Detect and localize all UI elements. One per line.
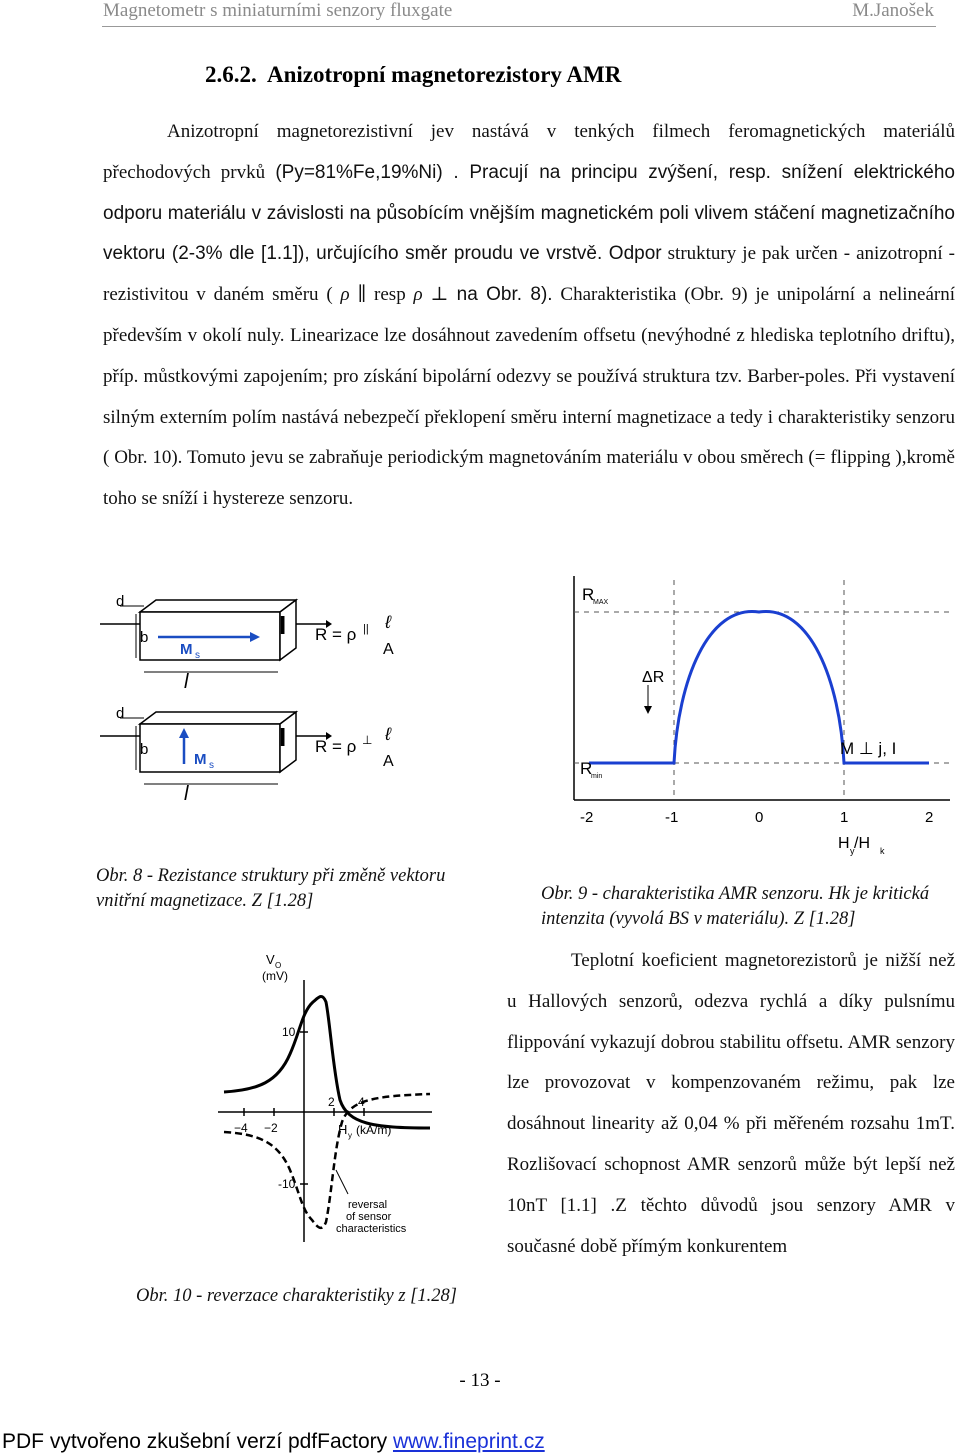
hy-sub: y bbox=[348, 1131, 352, 1140]
section-number: 2.6.2. bbox=[205, 62, 257, 87]
formula-2-sup: ⊥ bbox=[362, 733, 373, 747]
rho-symbol-2: ρ bbox=[413, 284, 423, 306]
footer-text: PDF vytvořeno zkušební verzí pdfFactory bbox=[2, 1430, 393, 1453]
figure-8-caption: Obr. 8 - Rezistance struktury při změně vektoru vnitřní magnetizace. Z [1.28] bbox=[96, 866, 446, 911]
x-tick-label: 0 bbox=[755, 809, 764, 826]
x-tick-label: 1 bbox=[840, 809, 849, 826]
parallel-symbol: ∥ bbox=[357, 284, 367, 306]
x-label: H bbox=[838, 835, 850, 852]
label-ms-1: M bbox=[180, 641, 193, 658]
para-part-3: struktury je pak určen - anizotropní - rezistivitou v daném směru ( bbox=[103, 243, 955, 306]
rho-symbol: ρ bbox=[340, 284, 350, 306]
figure-8-formulas bbox=[275, 604, 425, 794]
label-ms-2: M bbox=[194, 751, 207, 768]
vo-sub: O bbox=[275, 961, 282, 970]
formula-1-sup: || bbox=[363, 623, 369, 635]
reversal-line-1: reversal bbox=[348, 1199, 388, 1211]
delta-r-label: ΔR bbox=[642, 669, 665, 686]
para-part-6: Charakteristika (Obr. 9) je unipolární a nelineární především v okolí nuly. Linearizace lze dosáhnout zavedením offsetu (nevýhodné z hlediska teplotního driftu), příp. můstkovými zapojením; pro získání bipolární odezvy se používá struktura tzv. Barber-poles. Při vystavení silným externím polím nastává nebezpečí překlopení směru interní magnetizace a tedy i charakteristiky senzoru ( Obr. 10). Tomuto jevu se zabraňuje periodickým magnetováním materiálu v obou směrech (= flipping ),kromě toho se sníží i hystereze senzoru. bbox=[103, 284, 956, 510]
label-l-2: l bbox=[184, 783, 189, 804]
section-title: Anizotropní magnetorezistory AMR bbox=[266, 62, 622, 87]
formula-2: R = ρ bbox=[315, 737, 357, 756]
section-heading bbox=[205, 62, 621, 88]
fig10-solid-curve bbox=[224, 997, 430, 1128]
current-label-1: I bbox=[279, 610, 287, 640]
x-tick-label: -2 bbox=[580, 809, 594, 826]
figure-10-chart bbox=[208, 942, 448, 1272]
hy-label: H bbox=[338, 1122, 348, 1137]
rmin-label: R bbox=[580, 759, 593, 778]
formula-1-num: ℓ bbox=[385, 612, 391, 632]
right-paragraph bbox=[507, 941, 955, 1267]
footer-link[interactable]: www.fineprint.cz bbox=[392, 1430, 545, 1453]
vo-label: V bbox=[266, 952, 275, 967]
para-part-2: (Py=81%Fe,19%Ni) . Pracují na principu zvýšení, resp. snížení elektrického odporu materiálu v závislosti na působícím vnějším magnetickém poli vlivem stáčení magnetizačního vektoru (2-3% dle [1.1]), určujícího směr proudu ve vrstvě. Odpor bbox=[103, 161, 955, 265]
x-tick-label: 2 bbox=[925, 809, 934, 826]
fig10-dashed-curve bbox=[224, 1094, 430, 1228]
formula-2-num: ℓ bbox=[385, 724, 391, 744]
label-l-1: l bbox=[184, 671, 189, 693]
header-author: M.Janošek bbox=[852, 0, 934, 21]
x-label-sub-y: y bbox=[850, 846, 855, 856]
perp-symbol: ⊥ bbox=[422, 284, 449, 306]
x-tick-2: 2 bbox=[328, 1095, 335, 1109]
rmax-label: R bbox=[582, 585, 595, 604]
y-tick-neg10: -10 bbox=[278, 1177, 296, 1191]
para-part-1: Anizotropní magnetorezistivní jev nastává v tenkých filmech feromagnetických materiálů přechodových prvků bbox=[103, 121, 955, 183]
x-tick-neg4: −4 bbox=[234, 1121, 248, 1135]
reversal-line-2: of sensor bbox=[346, 1211, 392, 1223]
figure-9-caption: Obr. 9 - charakteristika AMR senzoru. Hk je kritická intenzita (vyvolá BS v materiálu). Z [1.28] bbox=[541, 884, 930, 929]
x-tick-neg2: −2 bbox=[264, 1121, 278, 1135]
y-tick-10: 10 bbox=[282, 1025, 296, 1039]
para-part-4: resp bbox=[366, 284, 414, 306]
label-b-1: b bbox=[140, 629, 149, 646]
x-tick-label: -1 bbox=[665, 809, 679, 826]
rmax-sub: MAX bbox=[593, 599, 609, 606]
rmin-sub: min bbox=[591, 773, 603, 780]
x-label-sub-k: k bbox=[880, 846, 885, 856]
x-label-mid: /H bbox=[854, 835, 870, 852]
current-label-2: I bbox=[279, 722, 287, 752]
x-tick-4: 4 bbox=[358, 1095, 365, 1109]
footer bbox=[2, 1430, 545, 1454]
label-b-2: b bbox=[140, 741, 149, 758]
label-ms-sub-2: s bbox=[209, 760, 214, 771]
label-d-1: d bbox=[116, 593, 125, 610]
main-paragraph bbox=[103, 112, 955, 520]
hy-unit: (kA/m) bbox=[356, 1123, 392, 1137]
para-part-5: na Obr. 8). bbox=[448, 284, 553, 306]
formula-1: R = ρ bbox=[315, 625, 357, 644]
right-paragraph-text: Teplotní koeficient magnetorezistorů je nižší než u Hallových senzorů, odezva rychlá a díky pulsnímu flippování vykazují dobrou stabilitu offsetu. AMR senzory lze provozovat v kompenzovaném režimu, pak lze dosáhnout linearity až 0,04 % při měřeném rozsahu 1mT. Rozlišovací schopnost AMR senzorů může být lepší než 10nT [1.1] .Z těchto důvodů jsou senzory AMR v současné době přímým konkurentem bbox=[507, 950, 955, 1257]
figure-9-chart bbox=[540, 570, 958, 870]
page-number: - 13 - bbox=[459, 1370, 501, 1391]
label-ms-sub-1: s bbox=[195, 650, 200, 661]
reversal-line-3: characteristics bbox=[336, 1223, 407, 1235]
header-title: Magnetometr s miniaturními senzory fluxgate bbox=[103, 0, 453, 21]
formula-2-den: A bbox=[383, 753, 394, 770]
figure-10-caption: Obr. 10 - reverzace charakteristiky z [1.28] bbox=[136, 1286, 457, 1306]
header-rule bbox=[102, 26, 936, 27]
mv-label: (mV) bbox=[262, 969, 288, 983]
label-d-2: d bbox=[116, 705, 125, 722]
formula-1-den: A bbox=[383, 641, 394, 658]
condition-label: M ⊥ j, I bbox=[840, 739, 897, 758]
